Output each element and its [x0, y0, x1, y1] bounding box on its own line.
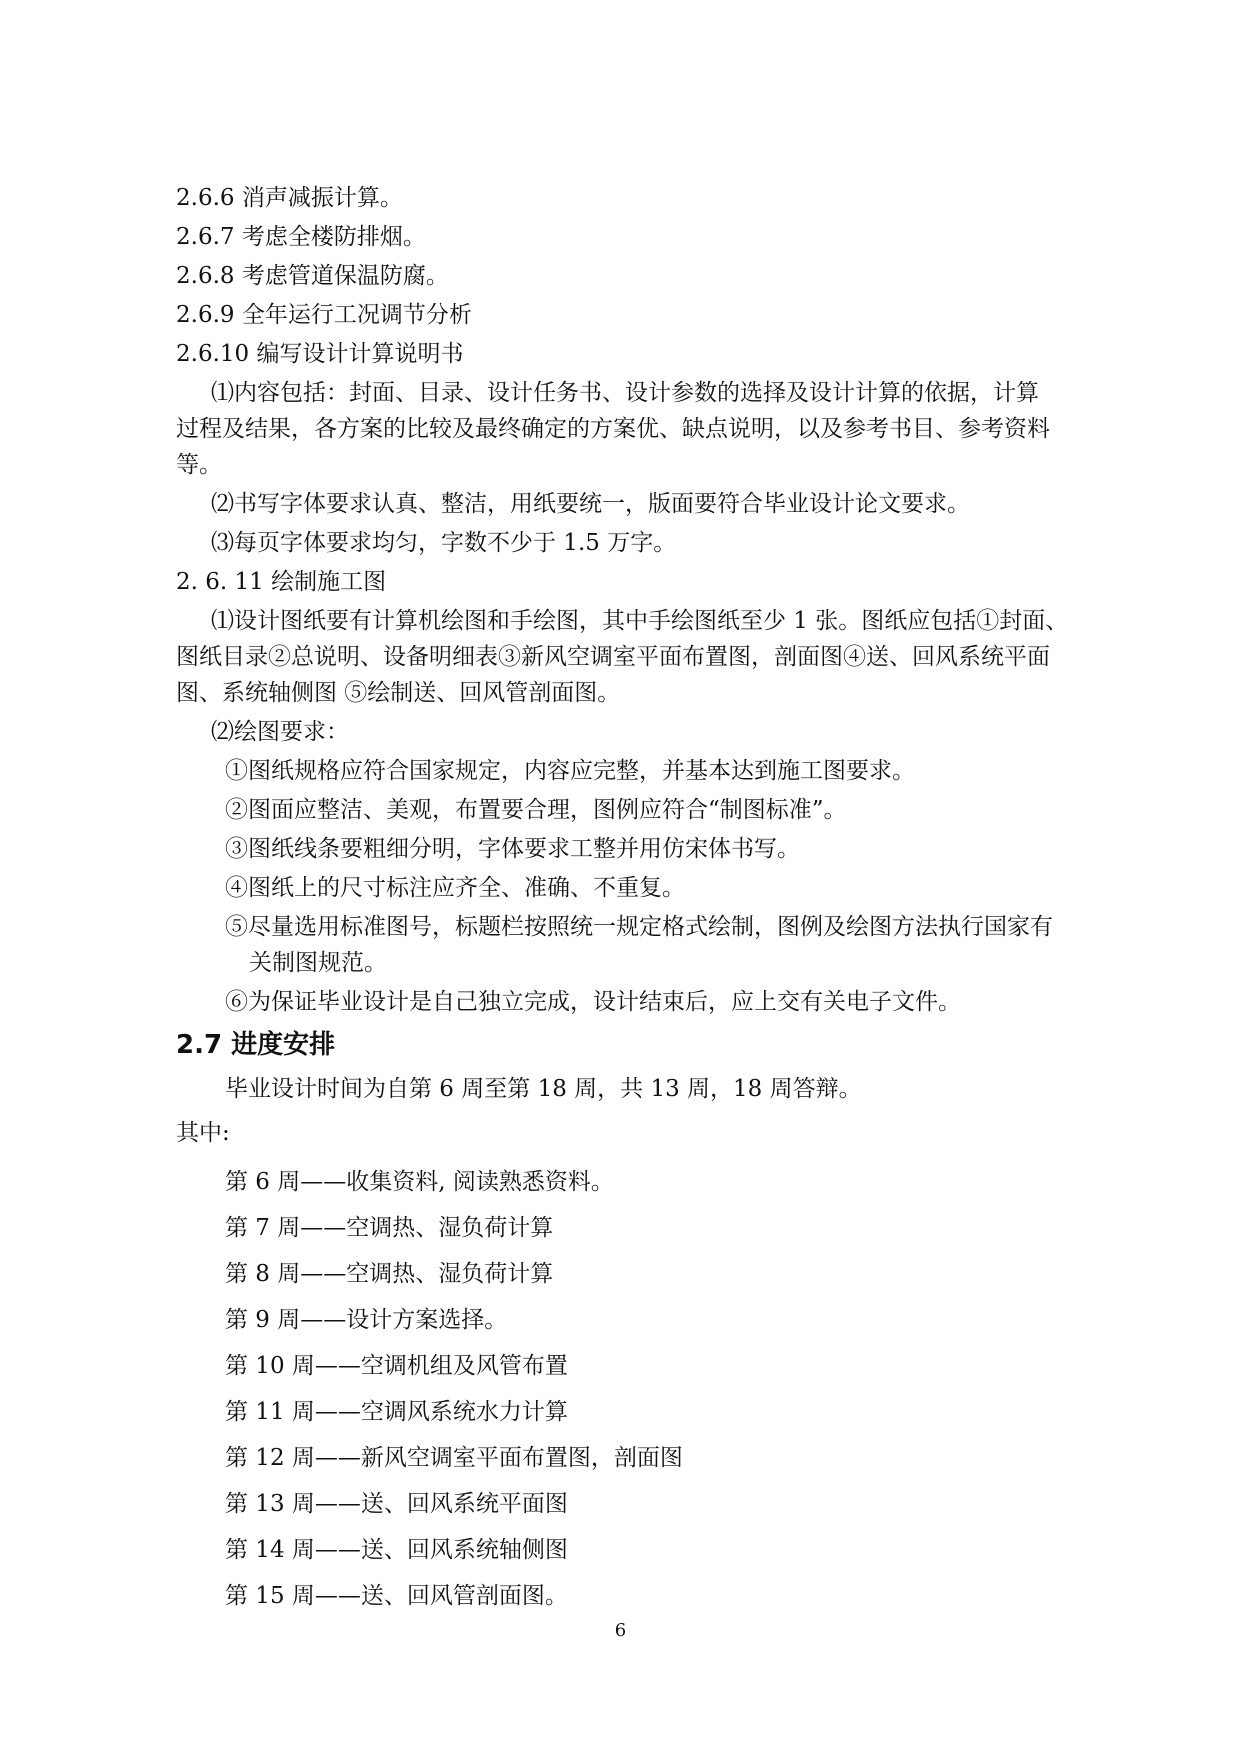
schedule-week: 第 12 周——新风空调室平面布置图，剖面图	[225, 1445, 683, 1471]
drawing-req: ②图面应整洁、美观，布置要合理，图例应符合“制图标准”。	[225, 797, 847, 823]
page-number: 6	[614, 1620, 627, 1641]
drawing-req: ①图纸规格应符合国家规定，内容应完整，并基本达到施工图要求。	[225, 758, 915, 784]
section-2-6-11: 2. 6. 11 绘制施工图	[176, 569, 387, 595]
section-2-6-7: 2.6.7 考虑全楼防排烟。	[176, 224, 426, 250]
schedule-week: 第 13 周——送、回风系统平面图	[225, 1491, 568, 1517]
schedule-among: 其中:	[176, 1120, 230, 1146]
paragraph-line: ⑴设计图纸要有计算机绘图和手绘图，其中手绘图纸至少 1 张。图纸应包括①封面、	[211, 608, 1069, 634]
schedule-week: 第 6 周——收集资料, 阅读熟悉资料。	[225, 1169, 614, 1195]
drawing-req: ⑤尽量选用标准图号，标题栏按照统一规定格式绘制，图例及绘图方法执行国家有	[225, 914, 1053, 940]
schedule-week: 第 14 周——送、回风系统轴侧图	[225, 1537, 568, 1563]
section-2-6-8: 2.6.8 考虑管道保温防腐。	[176, 263, 449, 289]
paragraph-line: ⑴内容包括：封面、目录、设计任务书、设计参数的选择及设计计算的依据，计算	[211, 380, 1039, 406]
section-2-6-9: 2.6.9 全年运行工况调节分析	[176, 302, 472, 328]
paragraph-line: 图、系统轴侧图 ⑤绘制送、回风管剖面图。	[176, 680, 621, 706]
paragraph-line: ⑵书写字体要求认真、整洁，用纸要统一，版面要符合毕业设计论文要求。	[211, 491, 970, 517]
schedule-week: 第 9 周——设计方案选择。	[225, 1307, 508, 1333]
schedule-week: 第 15 周——送、回风管剖面图。	[225, 1583, 568, 1609]
paragraph-line: 过程及结果，各方案的比较及最终确定的方案优、缺点说明，以及参考书目、参考资料	[176, 416, 1050, 442]
schedule-week: 第 8 周——空调热、湿负荷计算	[225, 1261, 554, 1287]
drawing-req: ④图纸上的尺寸标注应齐全、准确、不重复。	[225, 875, 685, 901]
schedule-week: 第 7 周——空调热、湿负荷计算	[225, 1215, 554, 1241]
paragraph-line: 图纸目录②总说明、设备明细表③新风空调室平面布置图，剖面图④送、回风系统平面	[176, 644, 1050, 670]
section-2-6-10: 2.6.10 编写设计计算说明书	[176, 341, 464, 367]
schedule-intro: 毕业设计时间为自第 6 周至第 18 周，共 13 周，18 周答辩。	[225, 1076, 862, 1102]
drawing-req: ③图纸线条要粗细分明，字体要求工整并用仿宋体书写。	[225, 836, 800, 862]
drawing-req: 关制图规范。	[249, 950, 387, 976]
section-2-6-6: 2.6.6 消声减振计算。	[176, 185, 403, 211]
schedule-week: 第 11 周——空调风系统水力计算	[225, 1399, 568, 1425]
section-heading-2-7: 2.7 进度安排	[176, 1030, 336, 1060]
paragraph-line: ⑶每页字体要求均匀，字数不少于 1.5 万字。	[211, 530, 677, 556]
schedule-week: 第 10 周——空调机组及风管布置	[225, 1353, 568, 1379]
drawing-req: ⑥为保证毕业设计是自己独立完成，设计结束后，应上交有关电子文件。	[225, 989, 961, 1015]
paragraph-line: 等。	[176, 452, 222, 478]
paragraph-line: ⑵绘图要求：	[211, 719, 349, 745]
